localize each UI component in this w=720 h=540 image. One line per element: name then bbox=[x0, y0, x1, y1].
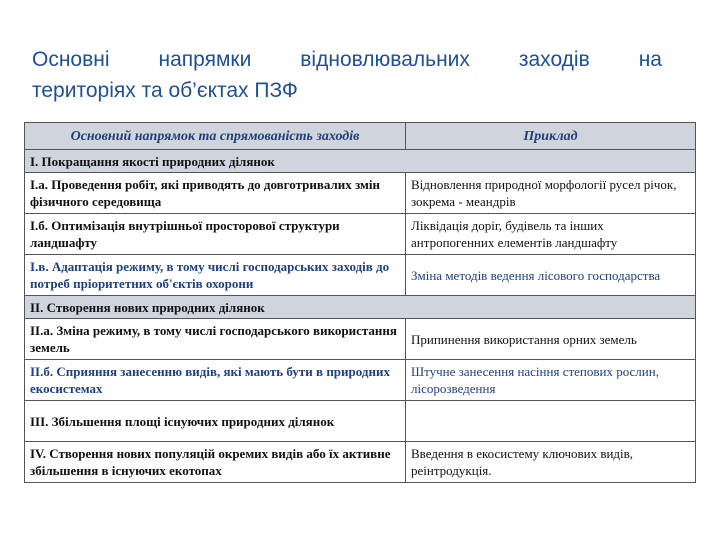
title-word-2: напрямки bbox=[158, 48, 252, 71]
slide-title-line2: територіях та об’єктах ПЗФ bbox=[32, 79, 298, 102]
title-word-3: відновлювальних bbox=[300, 48, 470, 71]
row-1b-example: Ліквідація доріг, будівель та інших антропогенних елементів ландшафту bbox=[406, 214, 696, 255]
section-1-label: І. Покращання якості природних ділянок bbox=[25, 150, 696, 173]
table-row bbox=[25, 442, 696, 483]
table-row bbox=[25, 214, 696, 255]
row-2a-direction: ІІ.а. Зміна режиму, в тому числі господарського використання земель bbox=[25, 319, 406, 360]
row-4-example: Введення в екосистему ключових видів, реінтродукція. bbox=[406, 442, 696, 483]
header-direction: Основний напрямок та спрямованість заходів bbox=[25, 123, 406, 150]
row-2b-direction: ІІ.б. Сприяння занесенню видів, які мають бути в природних екосистемах bbox=[25, 360, 406, 401]
row-4-direction: ІV. Створення нових популяцій окремих видів або їх активне збільшення в існуючих екотопах bbox=[25, 442, 406, 483]
row-1c-direction: І.в. Адаптація режиму, в тому числі господарських заходів до потреб пріоритетних об'єктів охорони bbox=[25, 255, 406, 296]
section-row-2 bbox=[25, 296, 696, 319]
row-2b-example: Штучне занесення насіння степових рослин, лісорозведення bbox=[406, 360, 696, 401]
measures-table bbox=[24, 122, 696, 483]
section-row-1 bbox=[25, 150, 696, 173]
table-row bbox=[25, 360, 696, 401]
row-1a-example: Відновлення природної морфології русел річок, зокрема - меандрів bbox=[406, 173, 696, 214]
slide-title-line1 bbox=[32, 44, 662, 75]
slide-title bbox=[32, 44, 662, 106]
row-2a-example: Припинення використання орних земель bbox=[406, 319, 696, 360]
table-row bbox=[25, 255, 696, 296]
row-3-direction: ІІІ. Збільшення площі існуючих природних ділянок bbox=[25, 401, 406, 442]
header-example: Приклад bbox=[406, 123, 696, 150]
table-header-row bbox=[25, 123, 696, 150]
table-row bbox=[25, 401, 696, 442]
table-row bbox=[25, 173, 696, 214]
row-1c-example: Зміна методів ведення лісового господарства bbox=[406, 255, 696, 296]
table-row bbox=[25, 319, 696, 360]
title-word-1: Основні bbox=[32, 48, 110, 71]
title-word-5: на bbox=[638, 48, 662, 71]
row-1b-direction: І.б. Оптимізація внутрішньої просторової структури ландшафту bbox=[25, 214, 406, 255]
title-word-4: заходів bbox=[518, 48, 590, 71]
row-3-example bbox=[406, 401, 696, 442]
section-2-label: ІІ. Створення нових природних ділянок bbox=[25, 296, 696, 319]
row-1a-direction: І.а. Проведення робіт, які приводять до довготривалих змін фізичного середовища bbox=[25, 173, 406, 214]
